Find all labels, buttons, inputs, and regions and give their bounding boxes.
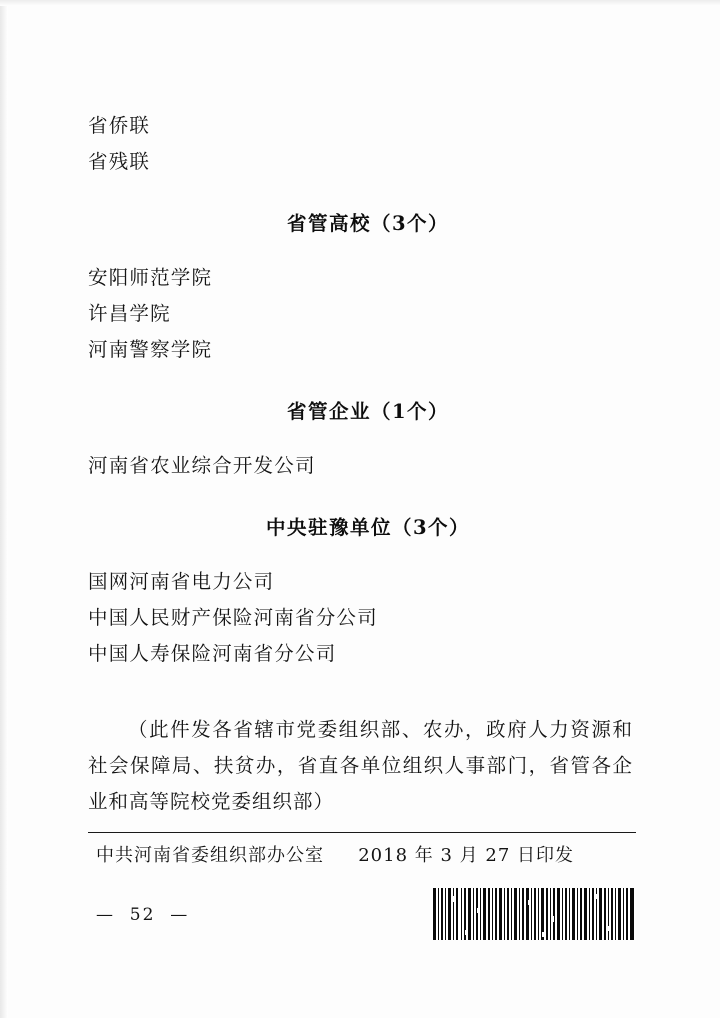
list-item: 河南警察学院 <box>88 338 213 361</box>
list-item: 省侨联 <box>88 114 151 137</box>
spacer <box>88 484 648 510</box>
list-item: 安阳师范学院 <box>88 266 213 289</box>
footer-date: 2018 年 3 月 27 日印发 <box>358 845 574 866</box>
section-heading: 中央驻豫单位（3个） <box>265 516 471 539</box>
footer-issuer: 中共河南省委组织部办公室 <box>96 845 324 866</box>
footer <box>96 841 636 867</box>
distribution-note: （此件发各省辖市党委组织部、农办，政府人力资源和社会保障局、扶贫办，省直各单位组织人事部门，省管各企业和高等院校党委组织部） <box>88 718 633 813</box>
list-item: 许昌学院 <box>88 302 171 325</box>
spacer <box>88 368 648 394</box>
list-item: 省残联 <box>88 150 151 173</box>
section-heading: 省管高校（3个） <box>286 212 450 235</box>
section-heading: 省管企业（1个） <box>286 400 450 423</box>
footer-divider <box>88 832 636 833</box>
section-central-units <box>88 510 648 672</box>
top-organization-list <box>88 108 648 180</box>
list-item: 河南省农业综合开发公司 <box>88 454 316 477</box>
barcode-icon <box>432 888 636 940</box>
spacer <box>88 180 648 206</box>
document-body <box>88 108 648 820</box>
list-item: 国网河南省电力公司 <box>88 570 275 593</box>
spacer <box>88 672 648 712</box>
spacer <box>88 430 648 448</box>
page-edge-shadow-top <box>0 0 720 6</box>
page-edge-shadow-left <box>0 0 8 1018</box>
barcode-image <box>432 888 636 940</box>
spacer <box>88 546 648 564</box>
page-number: — 52 — <box>96 905 190 925</box>
spacer <box>88 242 648 260</box>
list-item: 中国人民财产保险河南省分公司 <box>88 606 378 629</box>
section-provincial-colleges <box>88 206 648 368</box>
list-item: 中国人寿保险河南省分公司 <box>88 642 337 665</box>
section-provincial-enterprises <box>88 394 648 484</box>
